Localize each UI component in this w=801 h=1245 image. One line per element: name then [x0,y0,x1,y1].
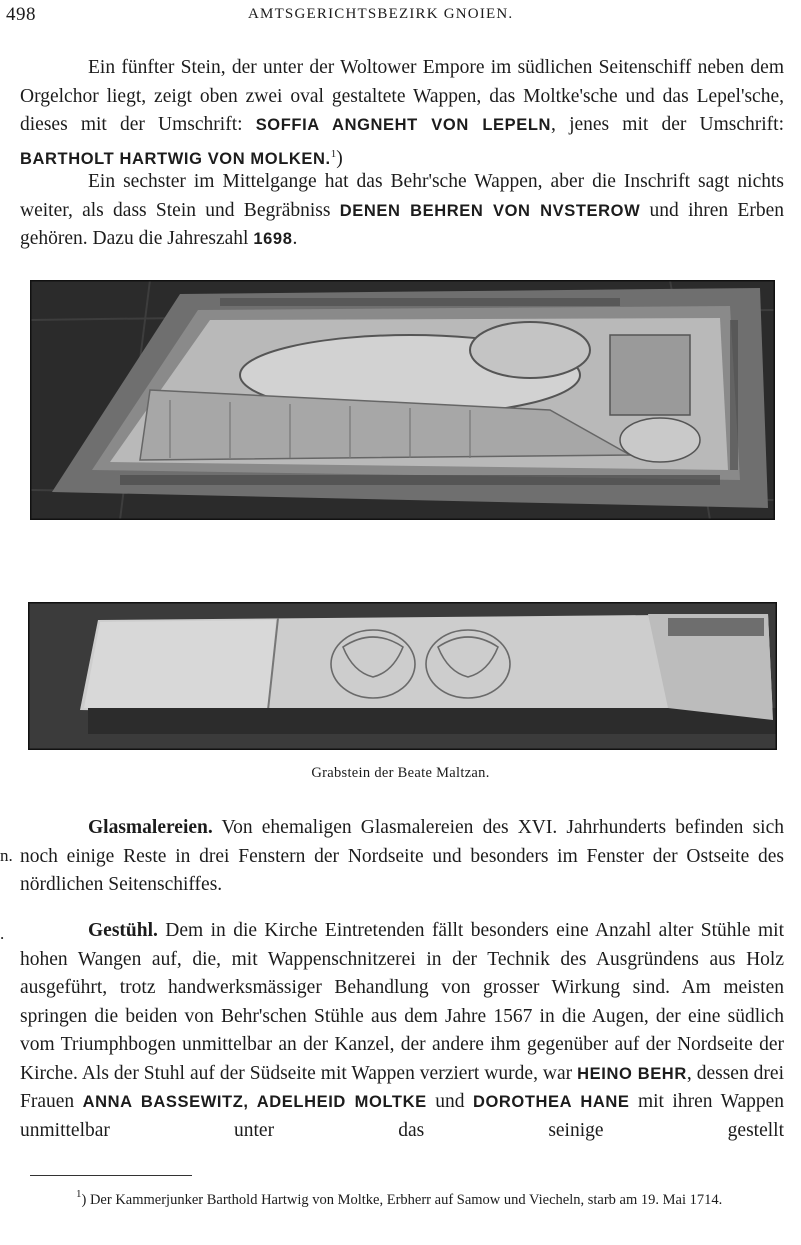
section-heading: Gestühl. [88,920,158,941]
paragraph-glasmalereien [20,814,784,900]
text-run: und [426,1091,473,1112]
tombstone-photo-maltzan [28,602,777,750]
footnote-rule [30,1175,192,1176]
footnote-reference: 1 [330,147,337,160]
margin-note: . [0,924,5,943]
running-title: AMTSGERICHTSBEZIRK GNOIEN. [248,6,514,22]
text-run: Dem in die Kirche Eintretenden fällt besonders eine Anzahl alter Stühle mit hohen Wangen auf, die, mit Wappenschnitzerei in der Technik des Ausgründens aus Holz ausgeführt, trotz handwerksmässiger Behandlung von grosser Wirkung sind. Am meisten springen die beiden von Behr'schen Stühle aus dem Jahre 1567 in die Augen, der eine südlich vom Triumphbogen unmittelbar an der Kanzel, der andere ihm gegenüber auf der Nordseite der Kirche. Als der Stuhl auf der Südseite mit Wappen verziert wurde, war [20,920,784,1084]
text-run: Ein fünfter Stein, der unter der Woltower Empore im südlichen Seitenschiff neben dem Orgelchor liegt, zeigt oben zwei oval gestaltete Wappen, das Moltke'sche und das Lepel'sche, dieses mit der Umschrift: [20,57,784,135]
paragraph-gestuehl [20,917,784,1145]
inscription-name: DENEN BEHREN VON NVSTEROW [339,201,641,220]
text-run: Ein sechster im Mittelgange hat das Behr'sche Wappen, aber die Inschrift sagt nichts weiter, als dass Stein und Begräbniss [20,171,784,221]
text-run: ) [336,147,343,169]
inscription-year: 1698 [253,230,293,248]
inscription-name: DOROTHEA HANE [472,1093,630,1111]
text-run: , jenes mit der Umschrift: [551,114,785,135]
text-run: mit ihren Wappen unmittelbar unter das seinige gestellt [20,1091,785,1141]
section-heading: Glasmalereien. [88,817,213,838]
figure-caption: Grabstein der Beate Maltzan. [311,765,490,781]
paragraph-sixth-stone [20,168,784,254]
page-number: 498 [6,4,36,25]
text-run: und ihren Erben gehören. Dazu die Jahreszahl [20,199,784,249]
footnote-marker: 1 [76,1188,82,1200]
inscription-name: HEINO BEHR [577,1064,687,1083]
paragraph-fifth-stone [20,54,784,173]
margin-note: n. [0,846,13,865]
footnote-text: ) Der Kammerjunker Barthold Hartwig von Moltke, Erbherr auf Samow und Viecheln, starb am 19. Mai 1714. [81,1192,723,1208]
inscription-name: SOFFIA ANGNEHT VON LEPELN [255,116,552,134]
inscription-name: BARTHOLT HARTWIG VON MOLKEN. [20,149,331,168]
tombstone-photo-knight [30,280,775,520]
text-run: . [292,228,298,249]
text-run: Von ehemaligen Glasmalereien des XVI. Jahrhunderts befinden sich noch einige Reste in drei Fenstern der Nordseite und besonders im Fenster der Ostseite des nördlichen Seitenschiffes. [20,817,784,895]
footnote [20,1183,784,1212]
inscription-name: ANNA BASSEWITZ, ADELHEID MOLTKE [82,1093,427,1111]
text-run: , dessen drei Frauen [20,1062,784,1112]
